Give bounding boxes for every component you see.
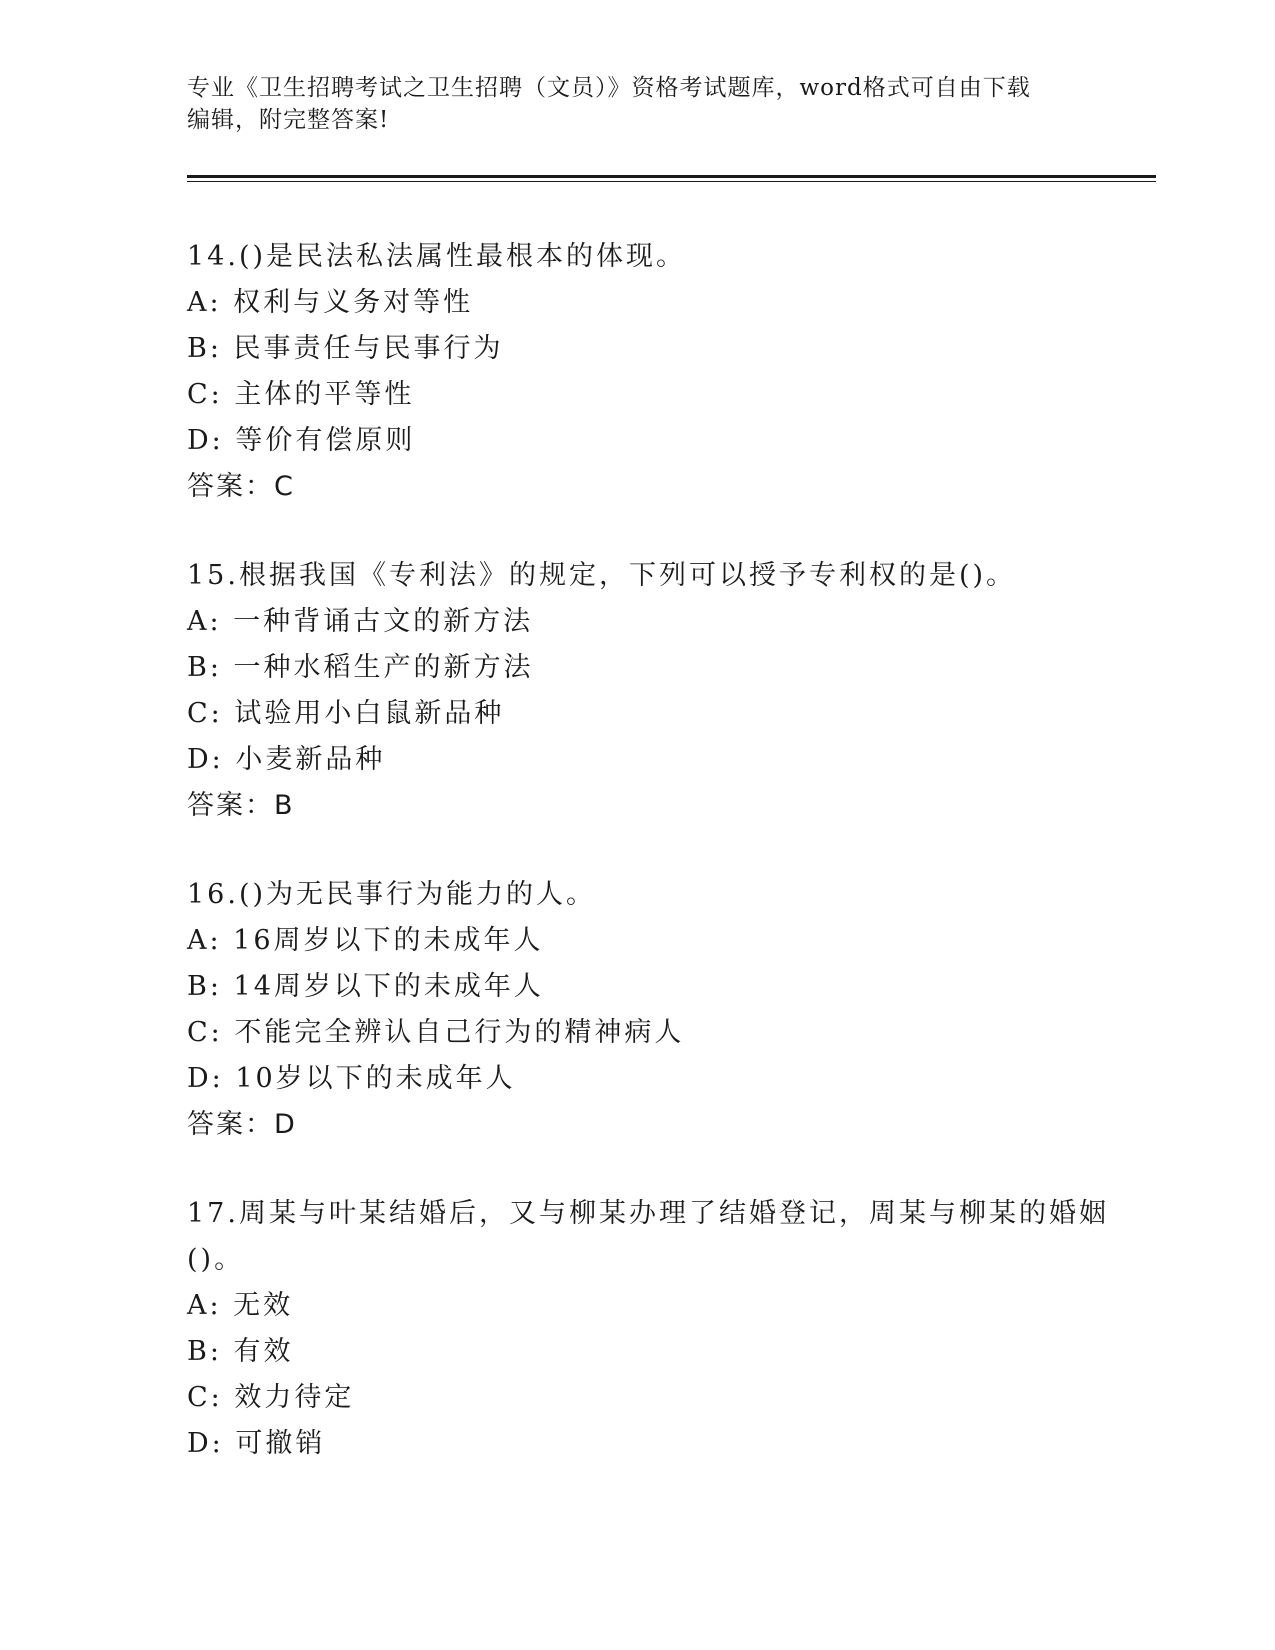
answer-key: 答案：B [187,790,295,821]
option-d: D: 可撤销 [187,1428,326,1459]
question-16 [187,872,1087,1148]
option-a: A: 权利与义务对等性 [187,287,474,318]
question-stem: 15.根据我国《专利法》的规定，下列可以授予专利权的是()。 [187,560,1017,591]
option-d: D: 等价有偿原则 [187,425,416,456]
option-a: A: 一种背诵古文的新方法 [187,606,534,637]
option-b: B: 民事责任与民事行为 [187,333,504,364]
option-a: A: 无效 [187,1290,294,1321]
question-stem-line-2: ()。 [187,1244,245,1275]
option-c: C: 不能完全辨认自己行为的精神病人 [187,1017,685,1048]
question-15 [187,553,1087,829]
header-line-2: 编辑，附完整答案! [187,107,390,133]
option-b: B: 一种水稻生产的新方法 [187,652,534,683]
option-d: D: 10岁以下的未成年人 [187,1063,516,1094]
option-c: C: 效力待定 [187,1382,355,1413]
option-b: B: 14周岁以下的未成年人 [187,971,544,1002]
question-14 [187,234,1087,510]
question-17 [187,1191,1109,1467]
question-stem-line-1: 17.周某与叶某结婚后，又与柳某办理了结婚登记，周某与柳某的婚姻 [187,1198,1109,1229]
header-divider-thin [187,181,1156,182]
document-header [187,72,1087,136]
header-divider-thick [187,175,1156,178]
option-c: C: 试验用小白鼠新品种 [187,698,505,729]
option-d: D: 小麦新品种 [187,744,386,775]
option-a: A: 16周岁以下的未成年人 [187,925,544,956]
answer-key: 答案：D [187,1109,297,1140]
question-stem: 16.()为无民事行为能力的人。 [187,879,597,910]
question-stem: 14.()是民法私法属性最根本的体现。 [187,241,687,272]
header-line-1: 专业《卫生招聘考试之卫生招聘（文员）》资格考试题库，word格式可自由下载 [187,75,1031,101]
option-b: B: 有效 [187,1336,294,1367]
option-c: C: 主体的平等性 [187,379,415,410]
answer-key: 答案：C [187,471,295,502]
